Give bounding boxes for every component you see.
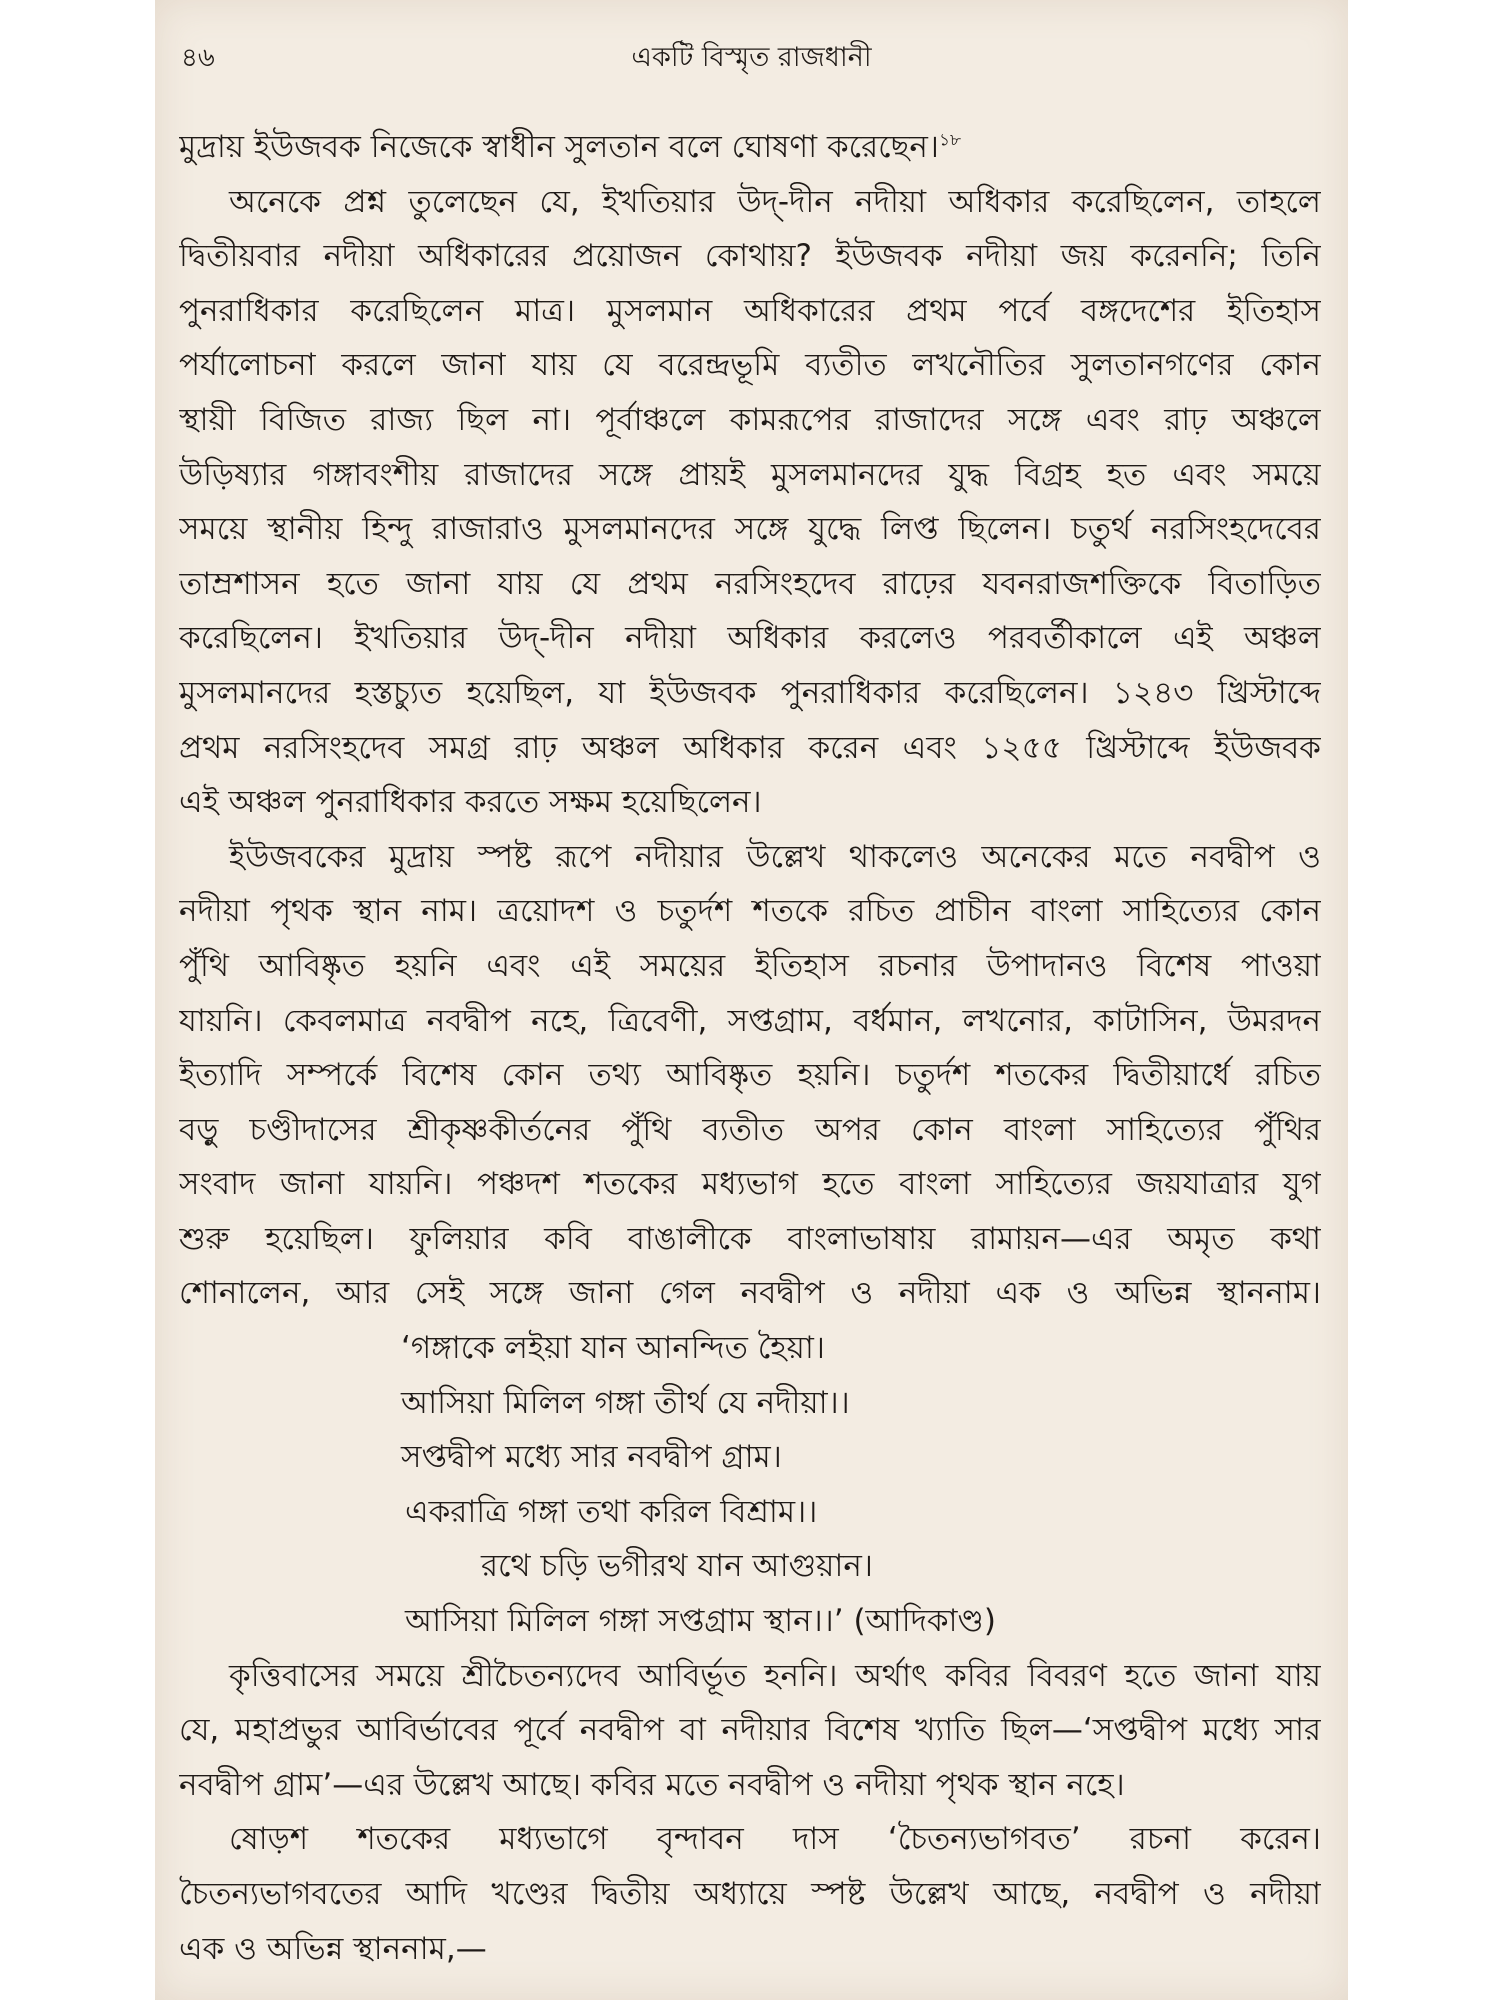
text-line: পর্যালোচনা করলে জানা যায় যে বরেন্দ্রভূমি ব্যতীত লখনৌতির সুলতানগণের কোন [179,347,1321,384]
verse-line: রথে চড়ি ভগীরথ যান আগুয়ান। [481,1548,873,1585]
text-line: এই অঞ্চল পুনরাধিকার করতে সক্ষম হয়েছিলেন। [179,784,762,821]
running-title: একটি বিস্মৃত রাজধানী [631,42,872,73]
text-line: নদীয়া পৃথক স্থান নাম। ত্রয়োদশ ও চতুর্দশ শতকে রচিত প্রাচীন বাংলা সাহিত্যের কোন [179,893,1321,930]
text-line: পুঁথি আবিষ্কৃত হয়নি এবং এই সময়ের ইতিহাস রচনার উপাদানও বিশেষ পাওয়া [179,947,1321,984]
page-header [155,38,1348,78]
body-text [179,120,1321,1976]
text-line: উড়িষ্যার গঙ্গাবংশীয় রাজাদের সঙ্গে প্রায়ই মুসলমানদের যুদ্ধ বিগ্রহ হত এবং সময়ে [179,456,1321,493]
text-line: ষোড়শ শতকের মধ্যভাগে বৃন্দাবন দাস ‘চৈতন্যভাগবত’ রচনা করেন। [229,1821,1321,1858]
text-line: মুসলমানদের হস্তচ্যুত হয়েছিল, যা ইউজবক পুনরাধিকার করেছিলেন। ১২৪৩ খ্রিস্টাব্দে [179,674,1321,711]
text-line: তাম্রশাসন হতে জানা যায় যে প্রথম নরসিংহদেব রাঢ়ের যবনরাজশক্তিকে বিতাড়িত [179,565,1321,602]
verse-line: আসিয়া মিলিল গঙ্গা তীর্থ যে নদীয়া।। [401,1384,850,1421]
text-line: চৈতন্যভাগবতের আদি খণ্ডের দ্বিতীয় অধ্যায়ে স্পষ্ট উল্লেখ আছে, নবদ্বীপ ও নদীয়া [179,1876,1321,1912]
verse-line: একরাত্রি গঙ্গা তথা করিল বিশ্রাম।। [405,1493,818,1530]
text-line: শুরু হয়েছিল। ফুলিয়ার কবি বাঙালীকে বাংলাভাষায় রামায়ন—এর অমৃত কথা [179,1220,1321,1257]
text-line [179,120,1321,175]
page-number: ৪৬ [181,43,215,73]
text-line: শোনালেন, আর সেই সঙ্গে জানা গেল নবদ্বীপ ও নদীয়া এক ও অভিন্ন স্থাননাম। [179,1275,1321,1312]
text-line: যায়নি। কেবলমাত্র নবদ্বীপ নহে, ত্রিবেণী, সপ্তগ্রাম, বর্ধমান, লখনোর, কাটাসিন, উমরদন [179,1002,1321,1039]
verse-line: আসিয়া মিলিল গঙ্গা সপ্তগ্রাম স্থান।।’ (আদিকাণ্ড) [405,1603,996,1640]
verse-line: ‘গঙ্গাকে লইয়া যান আনন্দিত হৈয়া। [401,1330,825,1367]
book-page [155,0,1348,2000]
text-line: সময়ে স্থানীয় হিন্দু রাজারাও মুসলমানদের সঙ্গে যুদ্ধে লিপ্ত ছিলেন। চতুর্থ নরসিংহদেবের [179,511,1321,548]
text-line-content: মুদ্রায় ইউজবক নিজেকে স্বাধীন সুলতান বলে ঘোষণা করেছেন। [179,129,940,165]
text-line: পুনরাধিকার করেছিলেন মাত্র। মুসলমান অধিকারের প্রথম পর্বে বঙ্গদেশের ইতিহাস [179,292,1321,329]
text-line: ইউজবকের মুদ্রায় স্পষ্ট রূপে নদীয়ার উল্লেখ থাকলেও অনেকের মতে নবদ্বীপ ও [229,838,1321,875]
text-line: প্রথম নরসিংহদেব সমগ্র রাঢ় অঞ্চল অধিকার করেন এবং ১২৫৫ খ্রিস্টাব্দে ইউজবক [179,729,1321,766]
text-line: ইত্যাদি সম্পর্কে বিশেষ কোন তথ্য আবিষ্কৃত হয়নি। চতুর্দশ শতকের দ্বিতীয়ার্ধে রচিত [179,1057,1321,1094]
footnote-marker: ১৮ [939,130,962,151]
verse-line: সপ্তদ্বীপ মধ্যে সার নবদ্বীপ গ্রাম। [401,1439,782,1476]
text-line: অনেকে প্রশ্ন তুলেছেন যে, ইখতিয়ার উদ্‌-দীন নদীয়া অধিকার করেছিলেন, তাহলে [229,183,1321,220]
text-line: যে, মহাপ্রভুর আবির্ভাবের পূর্বে নবদ্বীপ বা নদীয়ার বিশেষ খ্যাতি ছিল—‘সপ্তদ্বীপ মধ্যে সার [179,1712,1321,1749]
text-line: দ্বিতীয়বার নদীয়া অধিকারের প্রয়োজন কোথায়? ইউজবক নদীয়া জয় করেননি; তিনি [179,238,1321,275]
text-line: করেছিলেন। ইখতিয়ার উদ্‌-দীন নদীয়া অধিকার করলেও পরবর্তীকালে এই অঞ্চল [179,620,1321,657]
text-line: কৃত্তিবাসের সময়ে শ্রীচৈতন্যদেব আবির্ভূত হননি। অর্থাৎ কবির বিবরণ হতে জানা যায় [229,1657,1321,1694]
text-line: সংবাদ জানা যায়নি। পঞ্চদশ শতকের মধ্যভাগ হতে বাংলা সাহিত্যের জয়যাত্রার যুগ [179,1166,1321,1203]
text-line: এক ও অভিন্ন স্থাননাম,— [179,1930,487,1967]
text-line: নবদ্বীপ গ্রাম’—এর উল্লেখ আছে। কবির মতে নবদ্বীপ ও নদীয়া পৃথক স্থান নহে। [179,1766,1125,1803]
text-line: বড়ু চণ্ডীদাসের শ্রীকৃষ্ণকীর্তনের পুঁথি ব্যতীত অপর কোন বাংলা সাহিত্যের পুঁথির [179,1111,1321,1148]
text-line: স্থায়ী বিজিত রাজ্য ছিল না। পূর্বাঞ্চলে কামরূপের রাজাদের সঙ্গে এবং রাঢ় অঞ্চলে [179,401,1321,438]
